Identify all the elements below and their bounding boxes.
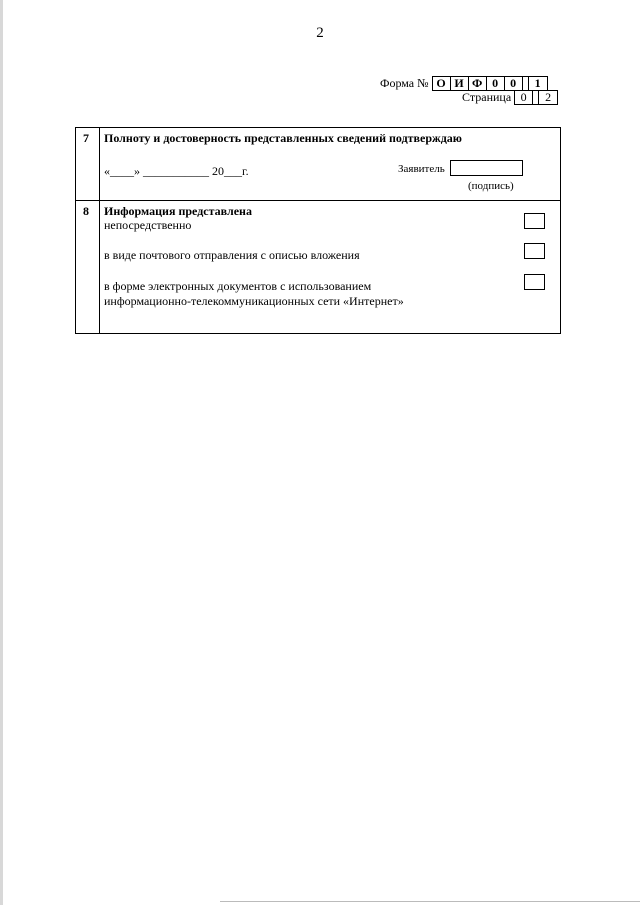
- section-8-number: 8: [83, 204, 89, 218]
- form-number-label: Форма №: [380, 75, 429, 90]
- section-8-title: Информация представлена: [104, 204, 252, 218]
- form-number-cell: Ф: [469, 77, 487, 90]
- form-number-cell: 0: [505, 77, 523, 90]
- number-column-divider: [99, 127, 100, 334]
- page-counter-cell: 0: [515, 91, 533, 104]
- page-number: 2: [316, 25, 324, 41]
- date-line[interactable]: «____» ___________ 20___г.: [104, 164, 249, 178]
- page-counter-cells: [514, 90, 558, 105]
- form-number-cell: О: [433, 77, 451, 90]
- form-number-cells: [432, 76, 548, 91]
- option-electronic-label-line2: информационно-телекоммуникационных сети «Интернет»: [104, 294, 404, 308]
- form-number-cell: И: [451, 77, 469, 90]
- form-number-row: [380, 76, 548, 90]
- option-electronic-checkbox[interactable]: [524, 274, 545, 290]
- form-number-cell: 0: [487, 77, 505, 90]
- page-counter-cell: 2: [545, 89, 552, 104]
- section-divider: [75, 200, 561, 201]
- applicant-label: Заявитель: [398, 163, 445, 175]
- option-postal-label: в виде почтового отправления с описью вложения: [104, 248, 360, 262]
- form-number-cell: 1: [534, 75, 541, 90]
- scan-bottom-edge: [220, 901, 640, 902]
- option-in-person-label: непосредственно: [104, 218, 192, 232]
- page-counter-label: Страница: [462, 89, 512, 104]
- page-counter-row: [462, 90, 558, 104]
- scan-left-edge: [0, 0, 3, 905]
- signature-field[interactable]: [450, 160, 523, 176]
- signature-caption: (подпись): [468, 180, 514, 192]
- option-electronic-label-line1: в форме электронных документов с использованием: [104, 279, 372, 293]
- section-7-title: Полноту и достоверность представленных сведений подтверждаю: [104, 131, 462, 145]
- section-7-number: 7: [83, 131, 89, 145]
- option-in-person-checkbox[interactable]: [524, 213, 545, 229]
- option-postal-checkbox[interactable]: [524, 243, 545, 259]
